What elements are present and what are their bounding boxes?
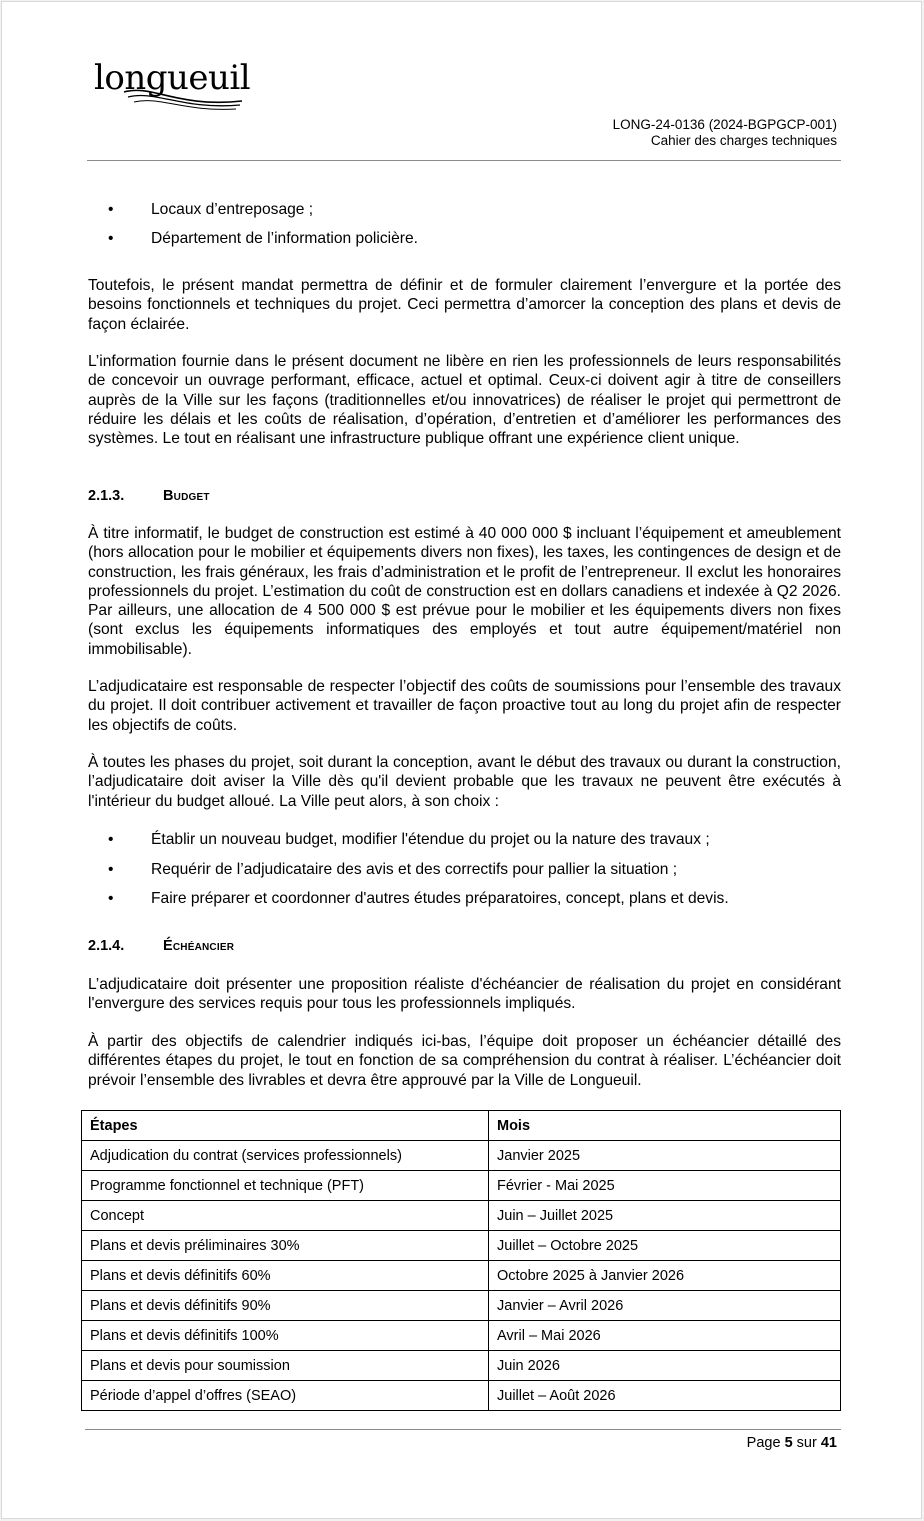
table-cell: Janvier – Avril 2026 [489, 1291, 841, 1321]
footer-divider [85, 1429, 841, 1430]
table-cell: Avril – Mai 2026 [489, 1321, 841, 1351]
table-cell: Juin – Juillet 2025 [489, 1201, 841, 1231]
paragraph: L’adjudicataire est responsable de respecter l’objectif des coûts de soumissions pour l’ensemble des travaux du projet. Il doit contribuer activement et travailler de façon proactive tout au long du projet afin de respecter les objectifs de coûts. [88, 678, 841, 734]
table-cell: Juillet – Octobre 2025 [489, 1231, 841, 1261]
table-row [82, 1321, 841, 1351]
document-page: longueuil LONG-24-0136 (2024-BGPGCP-001) Cahier des charges techniques • Locaux d’entreposage ; • Département de l’information policière. Toutefois, le présent mandat permettra de définir et de formuler clairement l’envergure et la portée des besoins fonctionnels et techniques du projet. Ceci permettra d’amorcer la conception des plans et devis de façon éclairée. L’information fournie dans le présent document ne libère en rien les professionnels de leurs responsabilités de concevoir un ouvrage performant, efficace, actuel et optimal. Ceux-ci doivent agir à titre de conseillers auprès de la Ville sur les façons (traditionnelles et/ou innovatrices) de réaliser le projet qui permettront de réduire les délais et les coûts de réalisation, d’opération, d’entretien et d’améliorer les performances des systèmes. Le tout en réalisant une infrastructure publique offrant une expérience client unique. 2.1.3. Budget À titre informatif, le budget de construction est estimé à 40 000 000 $ incluant l’équipement et ameublement (hors allocation pour le mobilier et équipements divers non fixes), les taxes, les contingences de design et de construction, les frais généraux, les frais d’administration et le profit de l’entrepreneur. Il exclut les honoraires professionnels du projet. L’estimation du coût de construction est en dollars canadiens et indexée à Q2 2026. Par ailleurs, une allocation de 4 500 000 $ est prévue pour le mobilier et les équipements divers non fixes (sont exclus les équipements informatiques des employés et tout autre équipement/matériel non immobilisable). L’adjudicataire est responsable de respecter l’objectif des coûts de soumissions pour l’ensemble des travaux du projet. Il doit contribuer activement et travailler de façon proactive tout au long du projet afin de respecter les objectifs de coûts. À toutes les phases du projet, soit durant la conception, avant le début des travaux ou durant la construction, l’adjudicataire doit aviser la Ville dès qu'il devient probable que les travaux ne peuvent être exécutés à l'intérieur du budget alloué. La Ville peut alors, à son choix : • Établir un nouveau budget, modifier l'étendue du projet ou la nature des travaux ; • Requérir de l’adjudicataire des avis et des correctifs pour pallier la situation ; • Faire préparer et coordonner d'autres études préparatoires, concept, plans et devis. 2.1.4. Échéancier L’adjudicataire doit présenter une proposition réaliste d'échéancier de réalisation du projet en considérant l'envergure des services requis pour tous les professionnels impliqués. À partir des objectifs de calendrier indiqués ici-bas, l’équipe doit proposer un échéancier détaillé des différentes étapes du projet, le tout en fonction de sa compréhension du contrat à réaliser. L’échéancier doit prévoir l’ensemble des livrables et devra être approuvé par la Ville de Longueuil. Étapes Mois Adjudication du contrat (services professionnels) Janvier 2025 Programme fonctionnel et technique (PFT) Février - Mai 2025 Concept Juin – Juillet 2025 Plans et devis préliminaires 30% Juillet – Octobre 2025 Plans et devis définitifs 60% Octobre 2025 à Janvier 2026 Plans et devis définitifs 90% Janvier – Avril 2026 Plans et devis définitifs 100% Avril – Mai 2026 Plans et devis pour soumission Juin 2026 Période d’appel d’offres (SEAO) Juillet – Août 2026 Page 5 sur 41 [1, 1, 922, 1519]
header-divider [87, 160, 841, 161]
table-cell: Plans et devis définitifs 60% [82, 1261, 489, 1291]
table-cell: Juillet – Août 2026 [489, 1381, 841, 1411]
table-cell: Octobre 2025 à Janvier 2026 [489, 1261, 841, 1291]
table-cell: Plans et devis pour soumission [82, 1351, 489, 1381]
logo-wave-icon [122, 86, 244, 112]
paragraph: À partir des objectifs de calendrier indiqués ici-bas, l’équipe doit proposer un échéancier détaillé des différentes étapes du projet, le tout en fonction de sa compréhension du contrat à réaliser. L’échéancier doit prévoir l’ensemble des livrables et devra être approuvé par la Ville de Longueuil. [88, 1033, 841, 1089]
section-number: 2.1.3. [88, 488, 125, 504]
column-header-mois: Mois [489, 1111, 841, 1141]
logo-text: longueuil [94, 58, 251, 98]
table-row [82, 1261, 841, 1291]
schedule-table [81, 1110, 841, 1411]
paragraph: Toutefois, le présent mandat permettra de définir et de formuler clairement l’envergure et la portée des besoins fonctionnels et techniques du projet. Ceci permettra d’amorcer la conception des plans et devis de façon éclairée. [88, 277, 841, 333]
table-row [82, 1171, 841, 1201]
paragraph: À toutes les phases du projet, soit durant la conception, avant le début des travaux ou durant la construction, l’adjudicataire doit aviser la Ville dès qu'il devient probable que les travaux ne peuvent être exécutés à l'intérieur du budget alloué. La Ville peut alors, à son choix : [88, 754, 841, 810]
bullet-icon: • [108, 230, 114, 247]
bullet-icon: • [108, 890, 114, 907]
table-cell: Janvier 2025 [489, 1141, 841, 1171]
table-header-row [82, 1111, 841, 1141]
table-row [82, 1381, 841, 1411]
document-subtitle: Cahier des charges techniques [650, 133, 837, 148]
page-total: 41 [820, 1435, 837, 1451]
table-row [82, 1231, 841, 1261]
paragraph: L’adjudicataire doit présenter une proposition réaliste d'échéancier de réalisation du projet en considérant l'envergure des services requis pour tous les professionnels impliqués. [88, 976, 841, 1013]
bullet-icon: • [108, 831, 114, 848]
paragraph: L’information fournie dans le présent document ne libère en rien les professionnels de leurs responsabilités de concevoir un ouvrage performant, efficace, actuel et optimal. Ceux-ci doivent agir à titre de conseillers auprès de la Ville sur les façons (traditionnelles et/ou innovatrices) de réaliser le projet qui permettront de réduire les délais et les coûts de réalisation, d’opération, d’entretien et d’améliorer les performances des systèmes. Le tout en réalisant une infrastructure publique offrant une expérience client unique. [88, 353, 841, 448]
table-row [82, 1351, 841, 1381]
table-cell: Concept [82, 1201, 489, 1231]
page-number: 5 [784, 1435, 793, 1451]
table-cell: Programme fonctionnel et technique (PFT) [82, 1171, 489, 1201]
bullet-icon: • [108, 861, 114, 878]
table-row [82, 1141, 841, 1171]
table-cell: Période d’appel d’offres (SEAO) [82, 1381, 489, 1411]
table-row [82, 1291, 841, 1321]
table-cell: Février - Mai 2025 [489, 1171, 841, 1201]
table-cell: Juin 2026 [489, 1351, 841, 1381]
table-row [82, 1201, 841, 1231]
section-title: Échéancier [163, 938, 235, 954]
table-cell: Adjudication du contrat (services professionnels) [82, 1141, 489, 1171]
table-cell: Plans et devis définitifs 100% [82, 1321, 489, 1351]
table-cell: Plans et devis définitifs 90% [82, 1291, 489, 1321]
section-number: 2.1.4. [88, 938, 125, 954]
page-footer [747, 1435, 837, 1451]
document-header [613, 117, 837, 149]
page-label: Page [746, 1435, 781, 1451]
document-reference: LONG-24-0136 (2024-BGPGCP-001) [612, 117, 837, 132]
paragraph: À titre informatif, le budget de construction est estimé à 40 000 000 $ incluant l’équipement et ameublement (hors allocation pour le mobilier et équipements divers non fixes), les taxes, les contingences de design et de construction, les frais généraux, les frais d’administration et le profit de l’entrepreneur. Il exclut les honoraires professionnels du projet. L’estimation du coût de construction est en dollars canadiens et indexée à Q2 2026. Par ailleurs, une allocation de 4 500 000 $ est prévue pour le mobilier et les équipements divers non fixes (sont exclus les équipements informatiques des employés et tout autre équipement/matériel non immobilisable). [88, 525, 841, 658]
page-of-label: sur [796, 1435, 817, 1451]
table-cell: Plans et devis préliminaires 30% [82, 1231, 489, 1261]
column-header-etapes: Étapes [82, 1111, 489, 1141]
section-title: Budget [163, 488, 210, 504]
logo [94, 58, 251, 116]
bullet-icon: • [108, 201, 114, 218]
